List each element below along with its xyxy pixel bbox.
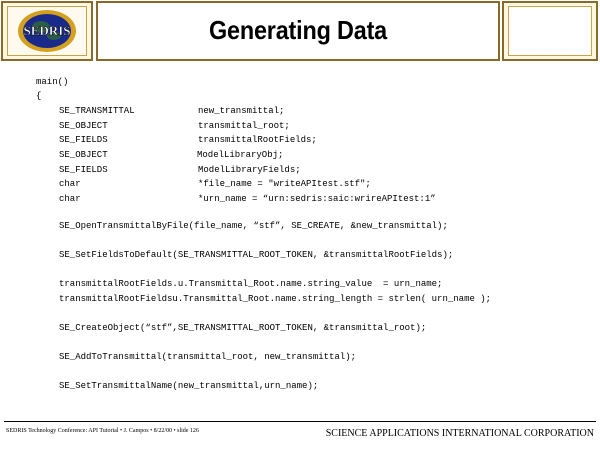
code-stmt-setfields: SE_SetFieldsToDefault(SE_TRANSMITTAL_ROOT_TOKEN, &transmittalRootFields); <box>59 250 454 260</box>
decl-name: transmittal_root; <box>198 121 290 131</box>
code-stmt-setname: SE_SetTransmittalName(new_transmittal,urn_name); <box>59 381 319 391</box>
decl-name: ModelLibraryObj; <box>197 150 284 160</box>
decl-type: SE_FIELDS <box>59 165 108 175</box>
decl-type: SE_OBJECT <box>59 121 108 131</box>
decl-type: char <box>59 194 81 204</box>
page-title: Generating Data <box>208 15 388 45</box>
footer-company: SCIENCE APPLICATIONS INTERNATIONAL CORPORATION <box>325 428 594 439</box>
code-line-brace: { <box>36 91 42 101</box>
decl-type: SE_FIELDS <box>59 135 108 145</box>
logo-text: SEDRIS <box>23 23 71 38</box>
code-stmt-value: transmittalRootFields.u.Transmittal_Root.name.string_value = urn_name; <box>59 279 443 289</box>
code-stmt-create: SE_CreateObject(“stf”,SE_TRANSMITTAL_ROOT_TOKEN, &transmittal_root); <box>59 323 427 333</box>
code-stmt-add: SE_AddToTransmittal(transmittal_root, new_transmittal); <box>59 352 357 362</box>
decl-name: *file_name = "writeAPItest.stf"; <box>198 179 371 189</box>
decl-type: SE_OBJECT <box>59 150 108 160</box>
footer-divider <box>4 421 596 422</box>
decl-name: transmittalRootFields; <box>198 135 317 145</box>
footer-credit: SEDRIS Technology Conference: API Tutorial • J. Campos • 8/22/00 • slide 126 <box>6 428 199 434</box>
code-line-main: main() <box>36 77 69 87</box>
decl-name: *urn_name = “urn:sedris:saic:wrireAPItest:1” <box>198 194 436 204</box>
decl-type: char <box>59 179 81 189</box>
decl-type: SE_TRANSMITTAL <box>59 106 135 116</box>
decl-name: ModelLibraryFields; <box>198 165 301 175</box>
code-stmt-length: transmittalRootFieldsu.Transmittal_Root.name.string_length = strlen( urn_name ); <box>59 294 492 304</box>
decl-name: new_transmittal; <box>198 106 285 116</box>
code-stmt-open: SE_OpenTransmittalByFile(file_name, “stf”, SE_CREATE, &new_transmittal); <box>59 221 448 231</box>
